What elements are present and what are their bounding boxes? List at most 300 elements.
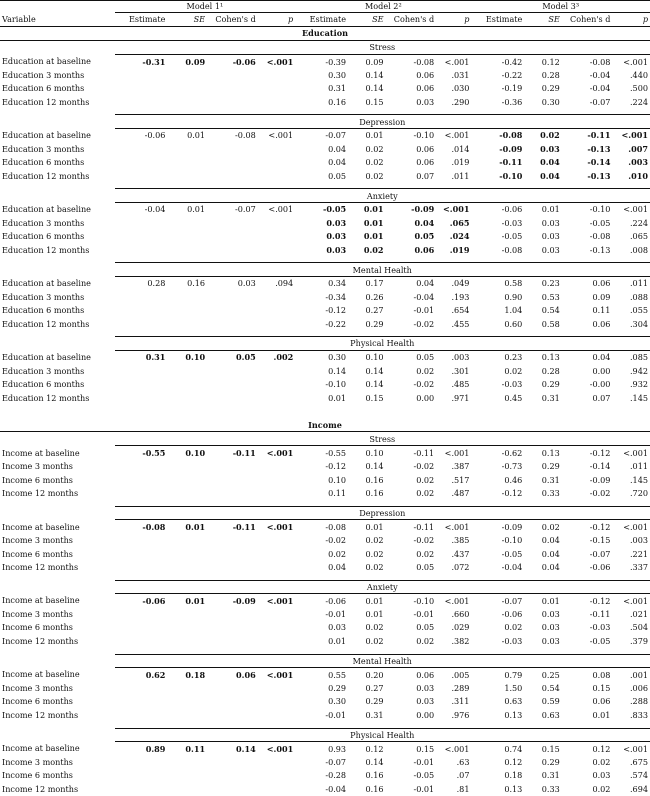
table-cell: 0.02 <box>416 365 435 376</box>
table-cell: -0.02 <box>325 535 347 546</box>
table-cell <box>207 607 258 620</box>
table-cell: 0.02 <box>365 535 384 546</box>
row-label: Education at baseline <box>2 130 91 141</box>
table-cell: .485 <box>451 379 470 390</box>
table-cell: .304 <box>629 318 648 329</box>
table-row <box>0 460 650 473</box>
table-cell <box>207 142 258 155</box>
table-cell <box>258 391 295 404</box>
table-cell: 0.53 <box>541 291 560 302</box>
table-cell: 0.12 <box>504 757 523 767</box>
table-row <box>0 68 650 81</box>
table-row <box>0 695 650 708</box>
column-header-cohens-d: Cohen's d <box>207 13 258 27</box>
table-cell <box>258 377 295 390</box>
table-cell <box>115 68 168 81</box>
table-cell: 0.06 <box>592 278 611 289</box>
table-cell: .437 <box>451 548 470 559</box>
table-cell: .833 <box>629 709 648 720</box>
table-cell: 0.26 <box>365 291 384 302</box>
table-cell: .049 <box>451 278 470 289</box>
table-cell <box>167 560 207 573</box>
table-row <box>0 594 650 608</box>
table-cell: 0.05 <box>328 170 347 181</box>
table-cell <box>258 216 295 229</box>
table-cell: <.001 <box>266 669 294 680</box>
table-cell: -0.10 <box>501 535 523 546</box>
row-label: Education 12 months <box>2 318 90 329</box>
table-cell: 0.02 <box>328 548 347 559</box>
table-cell: 0.02 <box>416 474 435 485</box>
table-cell <box>207 82 258 95</box>
column-header-p: p <box>258 13 295 27</box>
table-cell: .382 <box>451 635 470 646</box>
table-cell: -0.07 <box>325 130 347 141</box>
table-cell: 0.62 <box>145 669 166 680</box>
table-cell <box>258 364 295 377</box>
table-cell: 0.03 <box>592 770 611 781</box>
table-cell: <.001 <box>266 595 294 606</box>
table-row <box>0 202 650 216</box>
table-cell <box>115 156 168 169</box>
table-cell: 0.04 <box>541 535 560 546</box>
table-cell <box>207 95 258 108</box>
table-cell: -0.01 <box>413 305 435 316</box>
table-cell: <.001 <box>442 204 470 215</box>
table-cell: 0.14 <box>365 365 384 376</box>
row-label: Income 6 months <box>2 622 73 633</box>
table-cell: -0.14 <box>589 461 611 472</box>
table-cell: <.001 <box>623 447 648 458</box>
table-body <box>0 27 650 796</box>
table-cell <box>167 317 207 330</box>
table-cell: -0.05 <box>323 204 347 215</box>
table-row <box>0 634 650 647</box>
table-cell: -0.05 <box>589 217 611 228</box>
table-cell <box>167 607 207 620</box>
table-cell: 0.93 <box>328 743 347 754</box>
table-cell: 0.14 <box>365 379 384 390</box>
table-cell: 0.23 <box>541 278 560 289</box>
table-cell: 0.02 <box>416 548 435 559</box>
table-cell <box>258 621 295 634</box>
table-cell <box>115 364 168 377</box>
table-cell <box>167 460 207 473</box>
table-cell <box>115 391 168 404</box>
table-cell <box>207 317 258 330</box>
table-cell: .440 <box>629 69 648 80</box>
table-cell: 0.34 <box>328 278 347 289</box>
row-label: Education 3 months <box>2 365 85 376</box>
table-cell: .008 <box>629 244 648 255</box>
row-label: Education 6 months <box>2 379 85 390</box>
table-cell <box>258 534 295 547</box>
table-cell: .976 <box>451 709 470 720</box>
table-cell: .002 <box>273 352 294 363</box>
table-cell: -0.12 <box>589 447 611 458</box>
table-cell: 0.59 <box>541 696 560 707</box>
table-cell: 0.02 <box>365 170 384 181</box>
table-cell: .500 <box>629 83 648 94</box>
table-row <box>0 681 650 694</box>
table-cell <box>207 486 258 499</box>
table-row <box>0 607 650 620</box>
table-cell: -0.10 <box>589 204 611 215</box>
table-cell: .145 <box>629 392 648 403</box>
table-cell: .288 <box>629 696 648 707</box>
row-label: Education 12 months <box>2 96 90 107</box>
outcome-header-row <box>0 337 650 350</box>
table-cell: 0.01 <box>592 709 611 720</box>
outcome-title: Anxiety <box>115 189 650 202</box>
table-cell: -0.55 <box>142 447 166 458</box>
table-cell: -0.12 <box>501 487 523 498</box>
table-cell: 0.02 <box>541 521 560 532</box>
table-cell: -0.07 <box>589 548 611 559</box>
table-cell: 0.18 <box>185 669 206 680</box>
table-cell <box>115 243 168 256</box>
table-cell: 0.29 <box>541 379 560 390</box>
table-cell: <.001 <box>266 521 294 532</box>
row-label: Education 12 months <box>2 244 90 255</box>
table-cell: 0.14 <box>236 743 256 754</box>
table-cell: 0.14 <box>365 757 384 767</box>
table-cell: 1.50 <box>504 683 523 694</box>
table-cell <box>115 708 168 721</box>
table-cell: 0.28 <box>541 69 560 80</box>
section-header-row <box>0 27 650 41</box>
outcome-header-row <box>0 189 650 202</box>
row-label: Education 12 months <box>2 392 90 403</box>
table-cell: 0.29 <box>541 83 560 94</box>
table-cell: .517 <box>451 474 470 485</box>
table-cell: -0.04 <box>325 783 347 794</box>
table-cell: .221 <box>629 548 648 559</box>
table-cell: -0.62 <box>501 447 523 458</box>
table-cell: 0.29 <box>365 318 384 329</box>
table-cell: .007 <box>628 143 648 154</box>
table-cell: .311 <box>451 696 470 707</box>
table-cell: 0.20 <box>365 669 384 680</box>
table-cell <box>115 755 168 768</box>
table-cell: -0.55 <box>325 447 347 458</box>
section-header-row <box>0 418 650 432</box>
table-cell: .029 <box>451 622 470 633</box>
table-cell <box>167 230 207 243</box>
table-cell: .720 <box>629 487 648 498</box>
table-row <box>0 446 650 460</box>
table-row <box>0 243 650 256</box>
table-cell <box>115 547 168 560</box>
outcome-header-row <box>0 580 650 593</box>
table-cell <box>207 634 258 647</box>
table-cell: -0.02 <box>413 461 435 472</box>
table-cell: 0.04 <box>328 157 347 168</box>
table-cell: -0.04 <box>501 561 523 572</box>
table-cell: 0.11 <box>185 743 206 754</box>
table-cell: .385 <box>451 535 470 546</box>
table-cell: 0.06 <box>416 69 435 80</box>
outcome-header-row <box>0 41 650 55</box>
table-cell: 0.02 <box>416 635 435 646</box>
table-cell: 0.14 <box>365 83 384 94</box>
row-label: Education 3 months <box>2 291 85 302</box>
table-cell: 0.07 <box>416 170 435 181</box>
table-cell: .942 <box>629 365 648 376</box>
table-cell: 0.04 <box>592 352 611 363</box>
row-label: Education at baseline <box>2 278 91 289</box>
outcome-title: Physical Health <box>115 728 650 741</box>
table-cell <box>258 755 295 768</box>
table-cell: -0.11 <box>232 521 256 532</box>
table-cell <box>258 560 295 573</box>
row-label: Income 6 months <box>2 696 73 707</box>
table-row <box>0 128 650 142</box>
table-cell: -0.02 <box>589 487 611 498</box>
table-cell: 0.02 <box>365 561 384 572</box>
table-cell: 0.01 <box>363 231 384 242</box>
table-cell: -0.10 <box>413 130 435 141</box>
table-cell <box>115 486 168 499</box>
table-cell: 0.03 <box>541 244 560 255</box>
table-cell: -0.11 <box>232 447 256 458</box>
table-cell: 0.01 <box>541 204 560 215</box>
outcome-title: Stress <box>115 432 650 446</box>
table-cell: 0.03 <box>541 217 560 228</box>
table-row <box>0 391 650 404</box>
table-cell: 0.08 <box>592 669 611 680</box>
table-cell <box>167 621 207 634</box>
table-cell: -0.08 <box>325 521 347 532</box>
row-label: Education at baseline <box>2 352 91 363</box>
table-cell: .003 <box>628 157 648 168</box>
table-cell: 0.03 <box>416 683 435 694</box>
row-label: Income 12 months <box>2 635 79 646</box>
table-cell <box>167 216 207 229</box>
table-cell: 0.31 <box>365 709 384 720</box>
table-cell: -0.08 <box>499 130 523 141</box>
outcome-header-row <box>0 115 650 128</box>
table-cell: 0.15 <box>592 683 611 694</box>
table-cell: 0.29 <box>541 461 560 472</box>
table-cell: -0.06 <box>325 595 347 606</box>
table-cell <box>167 547 207 560</box>
table-cell: .487 <box>451 487 470 498</box>
table-cell: <.001 <box>444 447 470 458</box>
table-row <box>0 547 650 560</box>
table-cell: <.001 <box>444 595 470 606</box>
table-cell <box>167 169 207 182</box>
table-cell: .290 <box>451 96 470 107</box>
table-cell: 0.01 <box>328 635 347 646</box>
table-cell: 0.02 <box>504 365 523 376</box>
table-cell: 0.17 <box>365 278 384 289</box>
table-cell: -0.04 <box>589 69 611 80</box>
table-cell: 0.18 <box>504 770 523 781</box>
table-row <box>0 230 650 243</box>
table-cell <box>115 473 168 486</box>
table-cell: 0.79 <box>504 669 523 680</box>
table-cell: <.001 <box>623 595 648 606</box>
column-header-estimate: Estimate <box>471 13 524 27</box>
table-cell: 0.33 <box>541 487 560 498</box>
table-cell: 0.31 <box>541 770 560 781</box>
table-cell: .001 <box>629 669 648 680</box>
table-cell: -0.06 <box>501 204 523 215</box>
table-cell: 0.06 <box>416 157 435 168</box>
table-cell <box>167 142 207 155</box>
table-cell: -0.06 <box>501 609 523 620</box>
table-cell: 0.06 <box>592 696 611 707</box>
table-cell <box>167 95 207 108</box>
table-cell <box>115 290 168 303</box>
table-cell: 0.03 <box>416 696 435 707</box>
table-cell: -0.02 <box>413 535 435 546</box>
table-cell <box>115 216 168 229</box>
table-cell: -0.05 <box>413 770 435 781</box>
model-header-row <box>0 1 650 13</box>
table-cell <box>115 621 168 634</box>
table-cell <box>207 769 258 782</box>
table-row <box>0 668 650 682</box>
table-cell: -0.09 <box>232 595 256 606</box>
table-cell: -0.03 <box>589 622 611 633</box>
table-cell <box>115 607 168 620</box>
table-cell: 1.04 <box>504 305 523 316</box>
table-cell: -0.34 <box>325 291 347 302</box>
table-cell: 0.05 <box>236 352 256 363</box>
table-cell: <.001 <box>623 521 648 532</box>
table-cell <box>115 230 168 243</box>
table-cell: 0.09 <box>365 56 384 67</box>
row-label: Education at baseline <box>2 56 91 67</box>
table-cell: -0.12 <box>325 461 347 472</box>
table-cell <box>167 391 207 404</box>
table-cell: 0.31 <box>145 352 166 363</box>
table-cell <box>167 534 207 547</box>
table-cell <box>258 486 295 499</box>
table-cell: .289 <box>451 683 470 694</box>
table-cell: .971 <box>451 392 470 403</box>
table-cell <box>207 169 258 182</box>
table-cell: -0.10 <box>499 170 523 181</box>
row-label: Income at baseline <box>2 447 80 458</box>
table-cell: <.001 <box>623 204 648 215</box>
table-cell: <.001 <box>444 743 470 754</box>
table-cell: .085 <box>629 352 648 363</box>
table-cell: -0.12 <box>589 521 611 532</box>
table-cell: 0.29 <box>541 757 560 767</box>
table-cell: 0.31 <box>541 392 560 403</box>
table-cell <box>207 708 258 721</box>
table-cell: 0.01 <box>365 130 384 141</box>
table-cell: 0.01 <box>541 595 560 606</box>
table-cell: .694 <box>629 783 648 794</box>
table-row <box>0 169 650 182</box>
table-row <box>0 276 650 290</box>
table-cell: 0.45 <box>504 392 523 403</box>
row-label: Education 6 months <box>2 231 85 242</box>
table-cell: .005 <box>451 669 470 680</box>
table-cell <box>258 156 295 169</box>
table-cell <box>167 82 207 95</box>
table-cell: 0.01 <box>328 392 347 403</box>
table-cell <box>207 304 258 317</box>
table-cell: 0.05 <box>416 352 435 363</box>
table-cell: .574 <box>629 770 648 781</box>
table-row <box>0 304 650 317</box>
table-cell: 0.03 <box>328 622 347 633</box>
column-header-row <box>0 13 650 27</box>
table-cell <box>258 460 295 473</box>
table-cell: .055 <box>629 305 648 316</box>
table-cell <box>207 460 258 473</box>
column-header-p: p <box>612 13 650 27</box>
table-cell: -0.08 <box>235 130 256 141</box>
table-row <box>0 95 650 108</box>
table-cell: -0.06 <box>144 130 166 141</box>
table-cell <box>167 681 207 694</box>
table-row <box>0 216 650 229</box>
table-cell: 0.04 <box>414 217 435 228</box>
table-cell: 0.13 <box>541 447 560 458</box>
table-cell: -0.09 <box>589 474 611 485</box>
table-cell <box>258 82 295 95</box>
row-label: Income 12 months <box>2 561 79 572</box>
column-header-estimate: Estimate <box>295 13 348 27</box>
table-cell <box>167 377 207 390</box>
table-cell: .660 <box>451 609 470 620</box>
table-cell: 0.02 <box>504 622 523 633</box>
table-cell <box>258 695 295 708</box>
table-cell <box>167 708 207 721</box>
table-cell: 0.01 <box>365 595 384 606</box>
table-cell: 0.55 <box>328 669 347 680</box>
table-cell: 0.13 <box>541 352 560 363</box>
table-cell: -0.07 <box>235 204 256 215</box>
table-cell: 0.30 <box>328 352 347 363</box>
table-cell <box>258 230 295 243</box>
table-cell <box>207 216 258 229</box>
section-spacer <box>0 404 650 418</box>
table-cell: <.001 <box>444 130 470 141</box>
table-cell: 0.28 <box>541 365 560 376</box>
row-label: Income 3 months <box>2 757 73 767</box>
table-cell: -0.09 <box>411 204 435 215</box>
table-cell: 0.29 <box>365 696 384 707</box>
row-label: Income at baseline <box>2 521 80 532</box>
table-cell: 0.12 <box>541 56 560 67</box>
table-cell: 0.05 <box>416 561 435 572</box>
table-cell <box>167 634 207 647</box>
table-cell: .193 <box>451 291 470 302</box>
table-row <box>0 520 650 534</box>
table-cell: .014 <box>451 143 470 154</box>
table-cell: 0.27 <box>365 683 384 694</box>
table-cell <box>115 460 168 473</box>
table-row <box>0 350 650 364</box>
table-cell <box>167 755 207 768</box>
column-header-cohens-d: Cohen's d <box>386 13 437 27</box>
table-cell: <.001 <box>444 56 470 67</box>
table-cell <box>115 634 168 647</box>
table-cell: <.001 <box>621 130 648 141</box>
table-cell <box>207 243 258 256</box>
table-cell: .088 <box>629 291 648 302</box>
model-2-header: Model 2² <box>295 1 471 13</box>
table-cell: 0.63 <box>504 696 523 707</box>
column-header-estimate: Estimate <box>115 13 168 27</box>
